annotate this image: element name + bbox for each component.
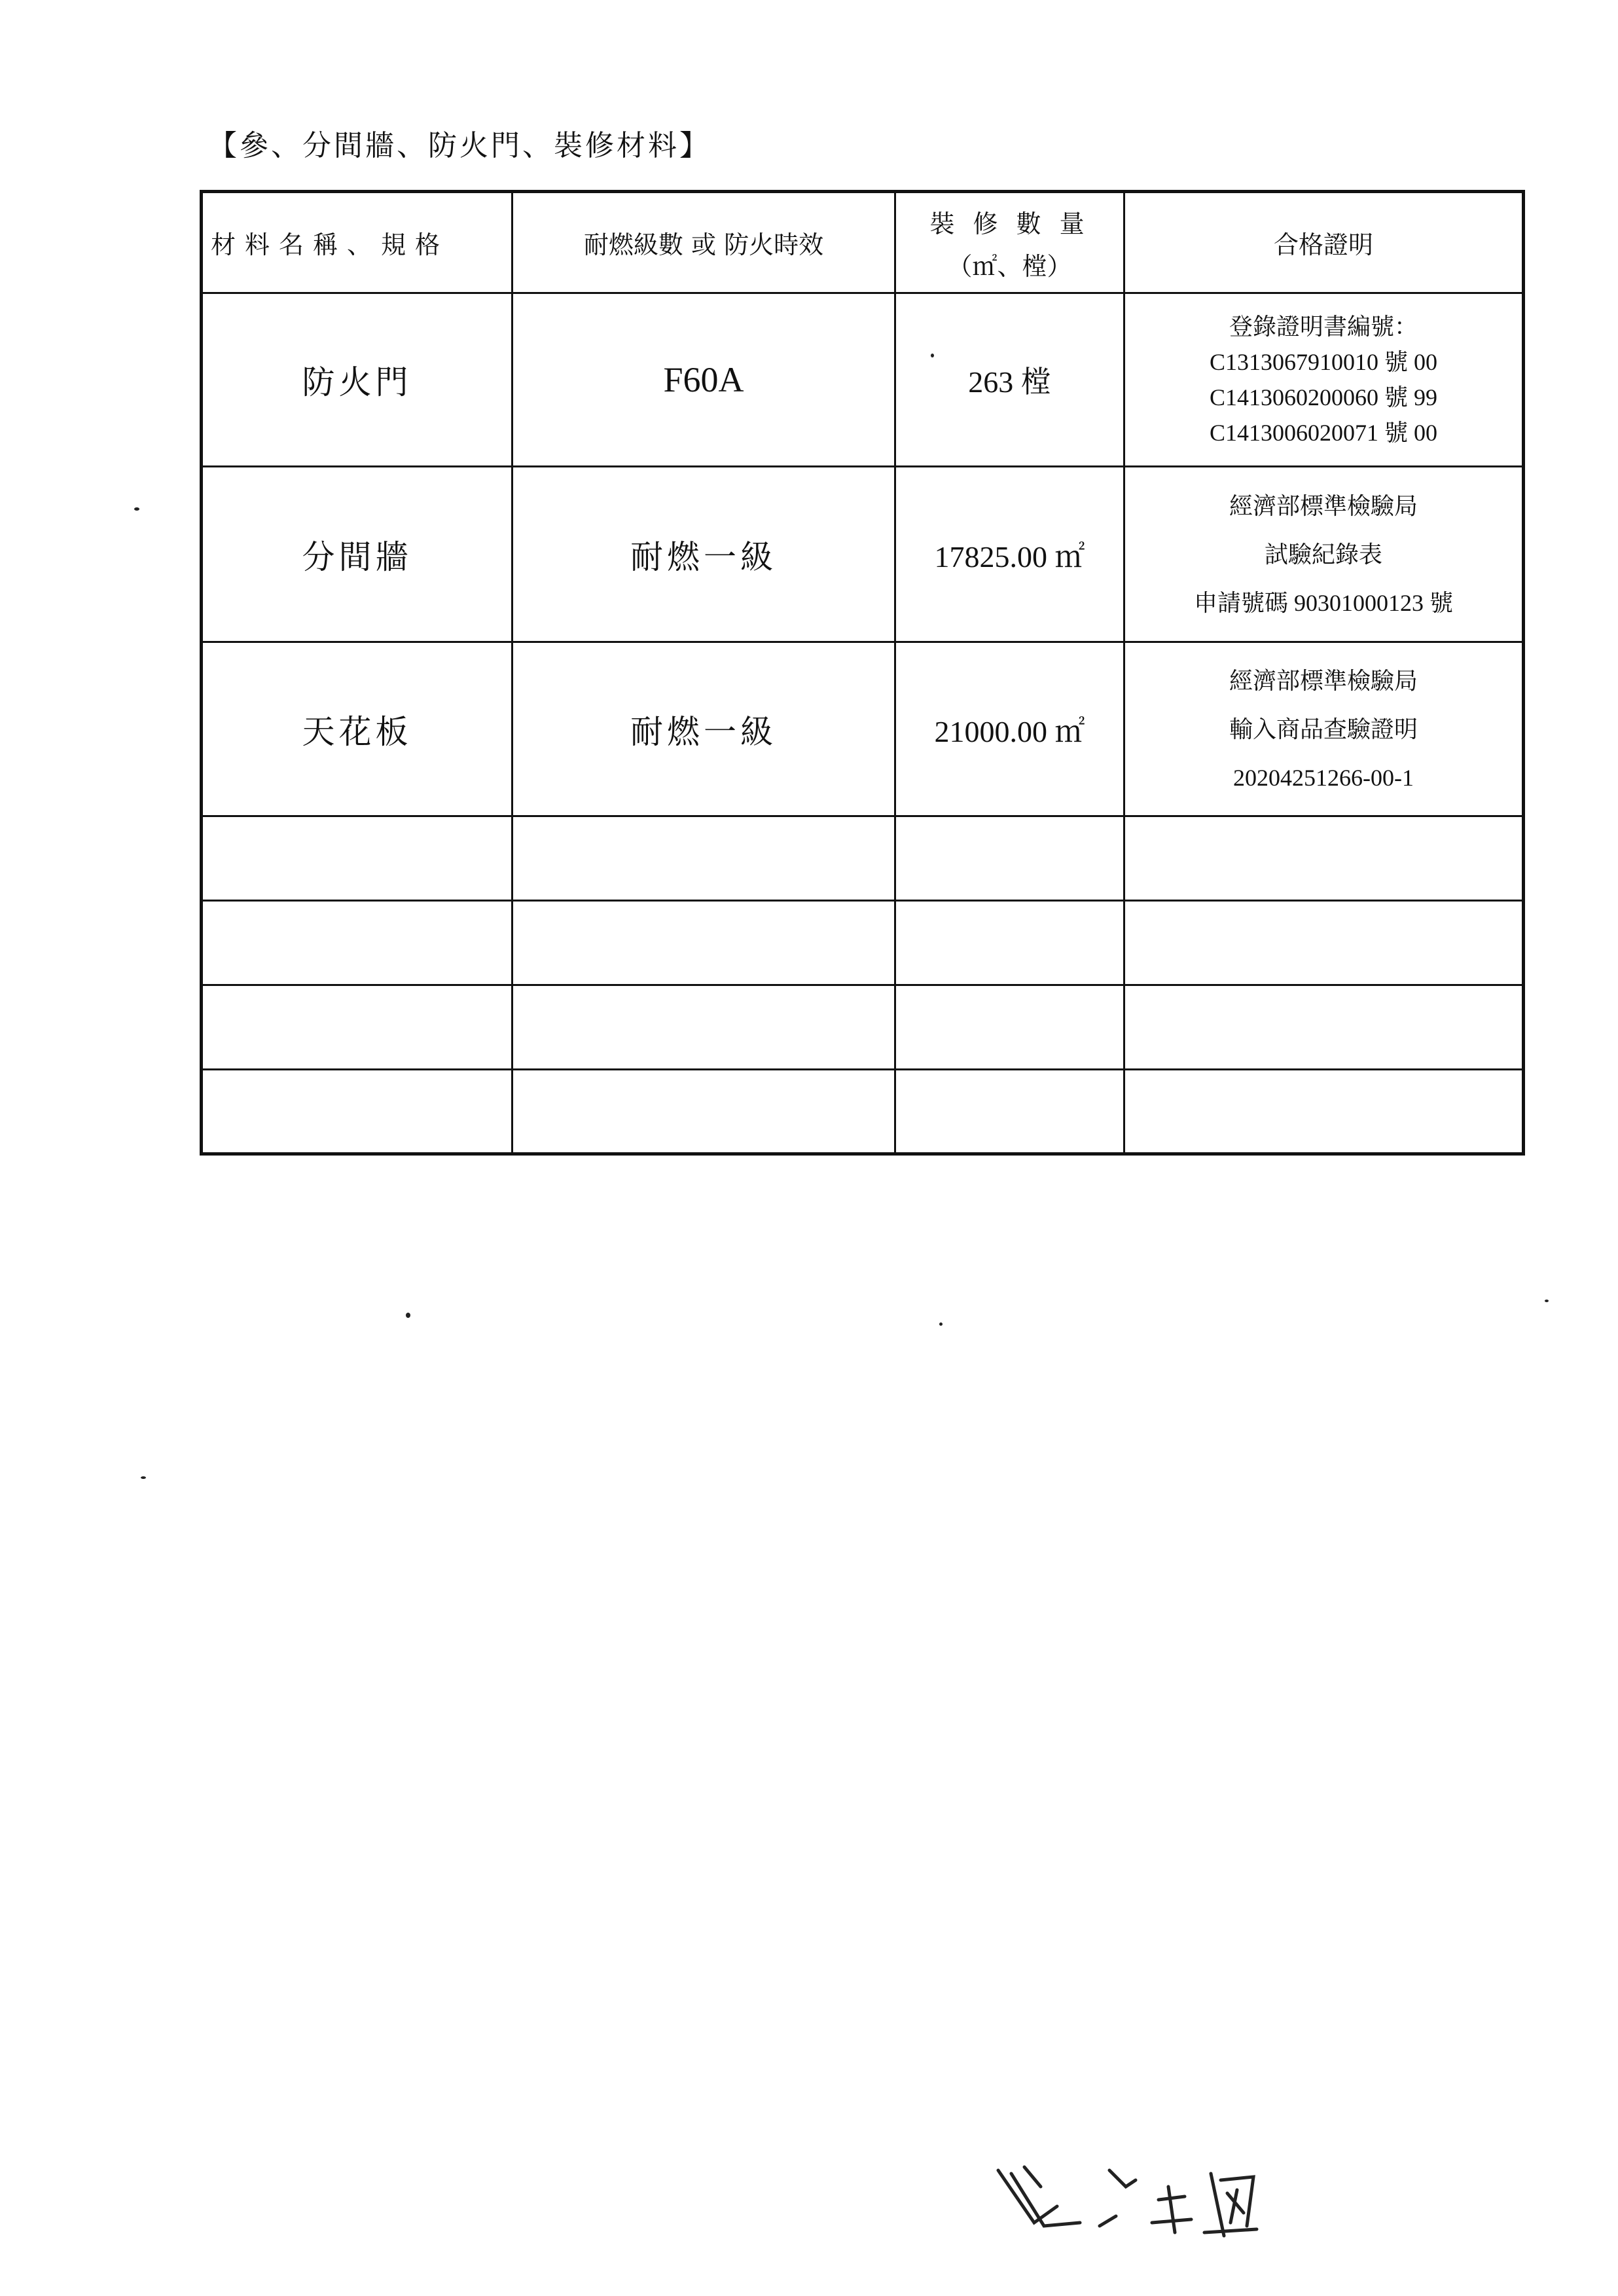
scan-speck [939, 1322, 943, 1326]
empty-cell [1124, 985, 1524, 1070]
row-1-cert-line: C1313067910010 號 00 [1209, 349, 1437, 375]
empty-cell [202, 985, 512, 1070]
empty-cell [202, 901, 512, 985]
header-quantity [895, 192, 1124, 293]
row-3-quantity: 21000.00 ㎡ [895, 642, 1124, 816]
empty-cell [512, 816, 895, 901]
row-3-certification [1124, 642, 1524, 816]
table-row [202, 642, 1524, 816]
row-2-cert-line: 經濟部標準檢驗局 [1229, 492, 1418, 519]
empty-row [202, 816, 1524, 901]
scan-speck [1545, 1300, 1549, 1302]
header-quantity-line2: （㎡、樘） [947, 251, 1072, 281]
row-1-cert-line: C1413006020071 號 00 [1209, 420, 1437, 446]
empty-cell [512, 985, 895, 1070]
header-rating: 耐燃級數 或 防火時效 [512, 192, 895, 293]
row-3-rating: 耐燃一級 [512, 642, 895, 816]
row-2-name: 分間牆 [202, 467, 512, 642]
empty-row [202, 1070, 1524, 1154]
table-header-row [202, 192, 1524, 293]
row-3-cert-line: 20204251266-00-1 [1233, 764, 1414, 791]
empty-cell [895, 816, 1124, 901]
signature-mark [995, 2160, 1270, 2239]
scan-speck [406, 1313, 410, 1318]
row-1-cert-line: C1413060200060 號 99 [1209, 384, 1437, 410]
row-1-certification [1124, 293, 1524, 467]
header-certification: 合格證明 [1124, 192, 1524, 293]
row-1-quantity: 263 樘 [895, 293, 1124, 467]
row-2-quantity: 17825.00 ㎡ [895, 467, 1124, 642]
empty-cell [895, 901, 1124, 985]
header-material-name: 材料名稱、規格 [202, 192, 512, 293]
row-1-name: 防火門 [202, 293, 512, 467]
row-3-name: 天花板 [202, 642, 512, 816]
empty-cell [202, 816, 512, 901]
empty-cell [1124, 901, 1524, 985]
section-heading: 【參、分間牆、防火門、裝修材料】 [208, 129, 711, 162]
empty-cell [1124, 816, 1524, 901]
row-3-cert-line: 經濟部標準檢驗局 [1229, 667, 1418, 694]
empty-cell [895, 1070, 1124, 1154]
row-1-cert-line: 登錄證明書編號： [1229, 314, 1418, 340]
empty-row [202, 985, 1524, 1070]
table-row [202, 293, 1524, 467]
table-row [202, 467, 1524, 642]
materials-table [200, 190, 1525, 1156]
row-2-cert-line: 申請號碼 90301000123 號 [1193, 589, 1453, 616]
empty-row [202, 901, 1524, 985]
empty-cell [512, 1070, 895, 1154]
row-2-certification [1124, 467, 1524, 642]
empty-cell [1124, 1070, 1524, 1154]
empty-cell [895, 985, 1124, 1070]
scan-speck [141, 1476, 146, 1479]
row-2-rating: 耐燃一級 [512, 467, 895, 642]
scan-speck [134, 507, 139, 511]
row-2-cert-line: 試驗紀錄表 [1264, 541, 1382, 568]
scan-speck [931, 354, 934, 357]
empty-cell [512, 901, 895, 985]
row-3-cert-line: 輸入商品查驗證明 [1229, 716, 1418, 742]
empty-cell [202, 1070, 512, 1154]
row-1-rating: F60A [512, 293, 895, 467]
header-quantity-line1: 裝 修 數 量 [929, 209, 1090, 238]
